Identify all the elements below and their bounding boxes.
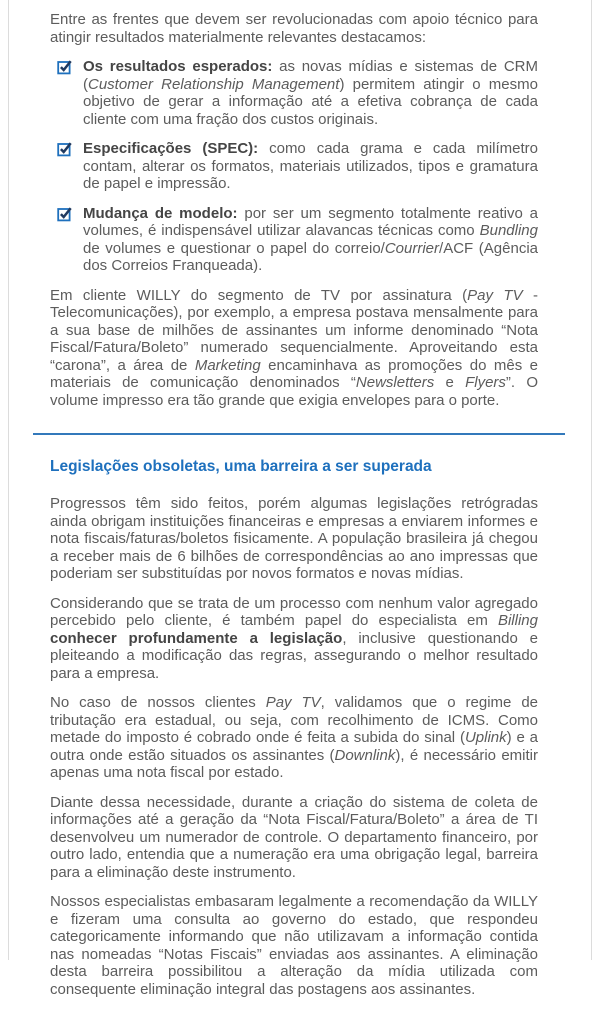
italic-text-run: Billing — [497, 612, 538, 629]
text-run: Progressos têm sido feitos, porém algumas legislações retrógradas ainda obrigam instituições financeiras e empresas a enviarem informes e nota fiscais/faturas/boletos fisicamente. A população brasileira já chegou a receber mais de 6 bilhões de correspondências ao ano impressas que poderiam ser substituídas por novos formatos e novas mídias. — [50, 495, 538, 582]
checklist-item — [50, 205, 538, 275]
checklist-item-text — [83, 205, 538, 275]
bold-text-run: Especificações (SPEC): — [83, 140, 259, 157]
page-edge-left — [8, 0, 9, 960]
bold-text-run: Os resultados esperados: — [83, 58, 273, 75]
checklist-item-text — [83, 140, 538, 193]
text-run: , validamos que o regime de tributação era estadual, ou seja, com recolhimento de ICMS. Como metade do imposto é cobrado onde é feita a subida do sinal ( — [50, 694, 538, 746]
document-page — [50, 11, 538, 1010]
text-run: - Telecomunicações), por exemplo, a empresa postava mensalmente para a sua base de milhões de assinantes um informe denominado “Nota Fiscal/Fatura/Boleto” numerado sequencialmente. Aproveitando esta “carona”, a área de — [50, 286, 538, 374]
checkbox-checked-icon — [57, 141, 73, 157]
text-run: encaminhava as promoções do mês e materiais de comunicação denominados “ — [50, 356, 538, 391]
italic-text-run: Uplink — [464, 729, 507, 746]
text-run: como cada grama e cada milímetro contam, alterar os formatos, materiais utilizados, tipos e gramatura de papel e impressão. — [83, 140, 538, 192]
paragraph-billing-specialist — [50, 595, 538, 683]
text-run: , inclusive questionando e pleiteando a modificação das regras, assegurando o melhor resultado para a empresa. — [50, 629, 538, 682]
text-run: por ser um segmento totalmente reativo a volumes, é indispensável utilizar alavancas técnicas como — [83, 204, 538, 239]
paragraph-willy-case — [50, 287, 538, 410]
italic-text-run: Customer Relationship Management — [88, 75, 340, 93]
checklist-item — [50, 140, 538, 193]
paragraph-progress — [50, 495, 538, 583]
text-run: Em cliente WILLY do segmento de TV por assinatura ( — [50, 286, 468, 304]
text-run: de volumes e questionar o papel do correio/ — [83, 239, 385, 257]
text-run: Considerando que se trata de um processo com nenhum valor agregado percebido pelo cliente, é também papel do especialista em — [50, 594, 538, 629]
checkbox-checked-icon — [57, 59, 73, 75]
text-run: e — [434, 374, 466, 391]
italic-text-run: Bundling — [479, 222, 538, 239]
checklist-item — [50, 58, 538, 128]
italic-text-run: Flyers — [465, 374, 506, 391]
text-run: as novas mídias e sistemas de CRM ( — [83, 58, 539, 93]
text-run: ”. O volume impresso era tão grande que exigia envelopes para o porte. — [50, 374, 538, 409]
paragraph-numerador — [50, 794, 538, 882]
text-run: /ACF (Agência dos Correios Franqueada). — [83, 239, 538, 274]
text-run: ), é necessário emitir apenas uma nota fiscal por estado. — [50, 746, 538, 781]
intro-paragraph — [50, 11, 538, 46]
bold-text-run: conhecer profundamente a legislação — [50, 629, 343, 647]
italic-text-run: Downlink — [334, 746, 396, 764]
bold-text-run: Mudança de modelo: — [83, 204, 238, 222]
checkbox-checked-icon — [57, 206, 73, 222]
page-edge-right — [591, 0, 592, 960]
italic-text-run: Marketing — [194, 356, 261, 374]
section-heading: Legislações obsoletas, uma barreira a ser superada — [50, 458, 432, 475]
paragraph-paytv-icms — [50, 694, 538, 782]
section-divider — [33, 433, 565, 435]
text-run: ) e a outra onde estão situados os assinantes ( — [50, 729, 539, 764]
text-run: Entre as frentes que devem ser revolucionadas com apoio técnico para atingir resultados materialmente relevantes destacamos: — [50, 11, 538, 46]
text-run: Diante dessa necessidade, durante a criação do sistema de coleta de informações até a geração da “Nota Fiscal/Fatura/Boleto” a área de TI desenvolveu um numerador de controle. O departamento financeiro, por outro lado, entendia que a numeração era uma obrigação legal, barreira para a eliminação deste instrumento. — [50, 793, 538, 881]
text-run: No caso de nossos clientes — [50, 694, 266, 711]
italic-text-run: Courrier — [384, 239, 440, 257]
italic-text-run: Pay TV — [467, 286, 523, 304]
italic-text-run: Newsletters — [355, 374, 435, 391]
checklist-item-text — [83, 58, 538, 128]
paragraph-conclusao — [50, 893, 538, 998]
italic-text-run: Pay TV — [265, 694, 321, 711]
text-run: ) permitem atingir o mesmo objetivo de gerar a informação até a efetiva cobrança de cada cliente com uma fração dos custos originais. — [83, 75, 538, 128]
text-run: Nossos especialistas embasaram legalmente a recomendação da WILLY e fizeram uma consulta ao governo do estado, que respondeu categoricamente informando que não utilizavam a informação contida nas nomeadas “Notas Fiscais” enviadas aos assinantes. A eliminação desta barreira possibilitou a alteração da mídia utilizada com consequente eliminação integral das postagens aos assinantes. — [50, 893, 538, 998]
